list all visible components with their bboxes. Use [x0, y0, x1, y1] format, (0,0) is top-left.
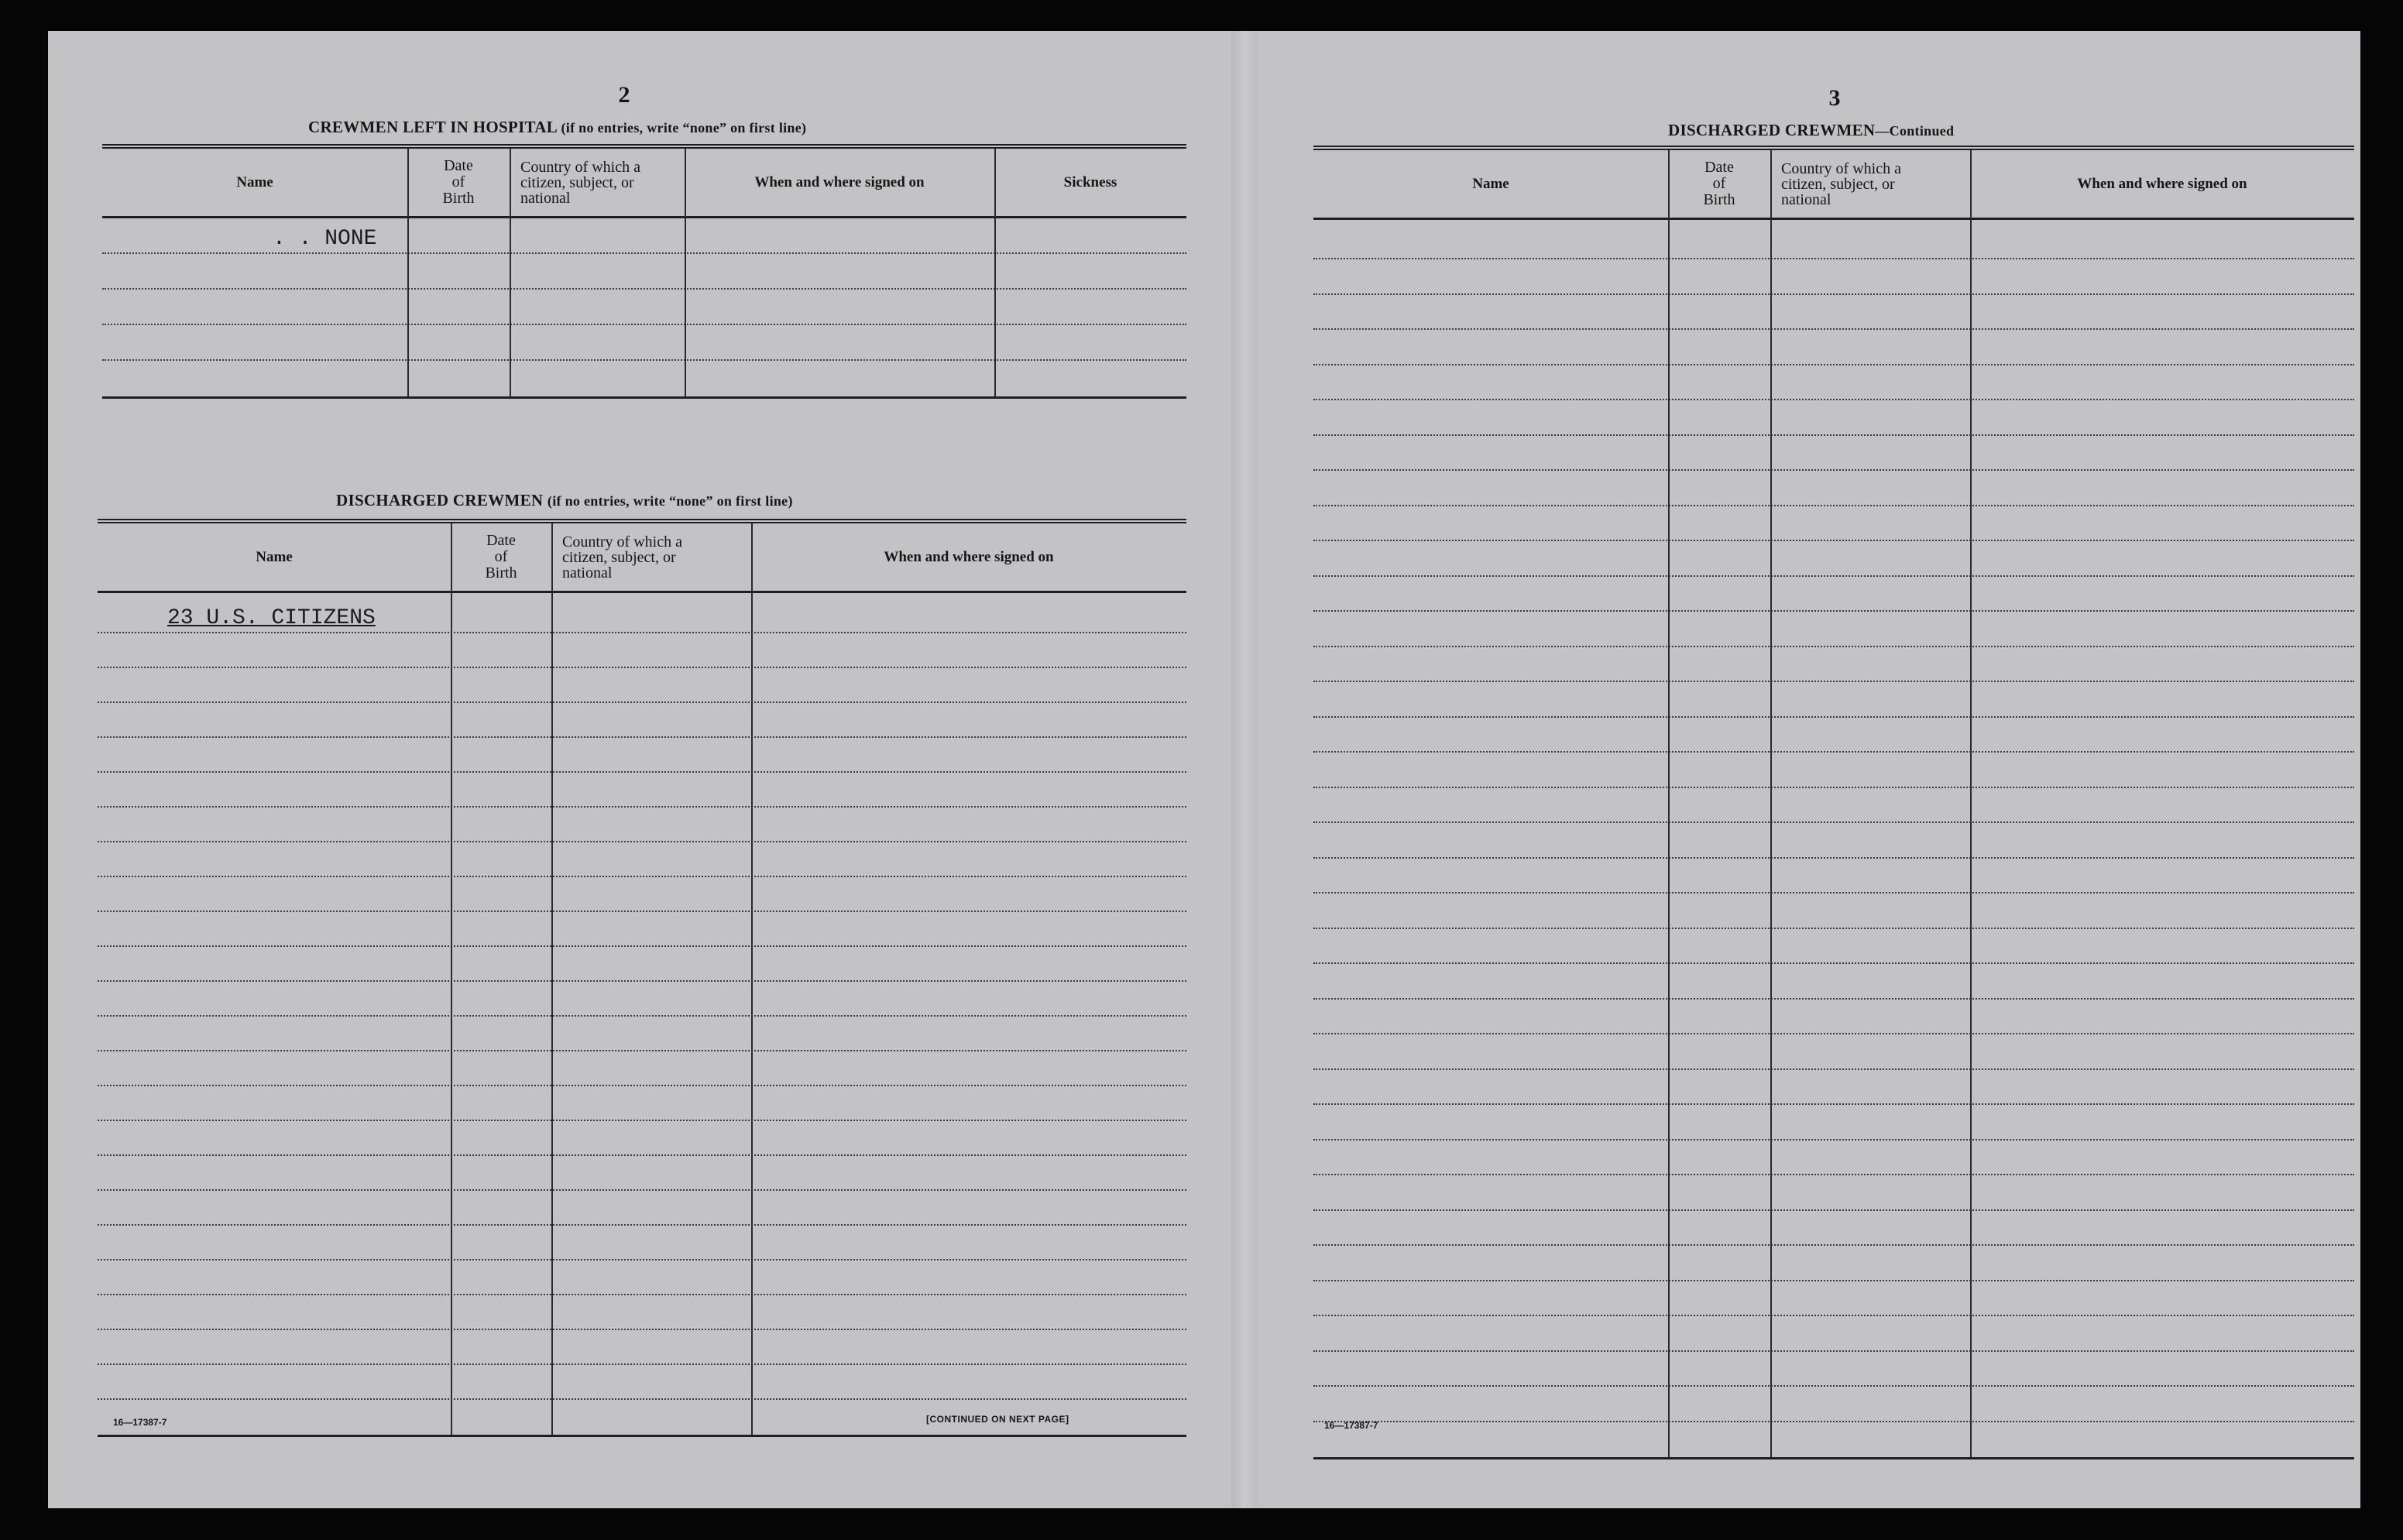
table-row: [98, 1330, 1186, 1365]
discharged-table-header: [98, 523, 1186, 593]
header-sickness: Sickness: [1063, 174, 1117, 190]
column-rule: [1668, 150, 1670, 1457]
column-rule: [1770, 150, 1772, 1457]
table-row: [1313, 753, 2354, 788]
table-row: [1313, 541, 2354, 577]
header-country-line: citizen, subject, or: [1781, 175, 1895, 193]
table-row: [102, 361, 1186, 396]
table-row: [98, 703, 1186, 738]
discharged-continued-table: [1313, 146, 2354, 1459]
discharged-continued-body: [1313, 220, 2354, 1457]
header-name: Name: [236, 174, 273, 190]
hospital-table: [102, 144, 1186, 399]
table-row: [1313, 1281, 2354, 1317]
table-row: [1313, 718, 2354, 753]
table-row: [98, 1051, 1186, 1086]
discharged-table: [98, 519, 1186, 1437]
discharged-section-title: [336, 491, 793, 510]
table-row: [98, 877, 1186, 912]
table-row: [1313, 259, 2354, 295]
header-dob-line: Date: [444, 157, 473, 174]
table-row: [98, 1260, 1186, 1295]
header-country-line: national: [562, 564, 613, 581]
table-row: [98, 738, 1186, 773]
table-row: [1313, 577, 2354, 612]
table-row: [98, 593, 1186, 633]
table-row: [98, 842, 1186, 877]
header-country-line: Country of which a: [562, 533, 682, 550]
header-dob-line: Birth: [1703, 191, 1735, 208]
column-rule: [510, 149, 511, 396]
table-row: [102, 254, 1186, 290]
table-row: [1313, 964, 2354, 1000]
table-row: [98, 1191, 1186, 1226]
table-row: [102, 290, 1186, 325]
table-row: [1313, 1422, 2354, 1458]
table-row: [1313, 859, 2354, 894]
header-dob-line: Date: [486, 532, 516, 549]
column-rule: [685, 149, 686, 396]
header-dob-line: of: [1712, 175, 1726, 192]
header-dob-line: Date: [1704, 159, 1734, 176]
header-dob-line: of: [494, 548, 508, 565]
table-row: [98, 947, 1186, 982]
table-row: [98, 1017, 1186, 1051]
table-row: [98, 1295, 1186, 1330]
hospital-note: (if no entries, write “none” on first line): [561, 120, 807, 135]
page-fold: [1231, 31, 1258, 1508]
table-row: [1313, 1105, 2354, 1140]
table-row: [98, 912, 1186, 947]
table-row: [102, 218, 1186, 254]
continued-suffix: —Continued: [1875, 123, 1955, 139]
hospital-section-title: [308, 118, 806, 137]
table-row: [1313, 1387, 2354, 1422]
table-row: [1313, 1070, 2354, 1106]
form-code: 16—17387-7: [1324, 1420, 1378, 1431]
table-row: [98, 1121, 1186, 1156]
header-date-of-birth: [407, 149, 510, 216]
column-rule: [1970, 150, 1972, 1457]
header-country: [1770, 150, 1970, 218]
header-when-where: When and where signed on: [754, 174, 925, 190]
hospital-title: CREWMEN LEFT IN HOSPITAL: [308, 118, 557, 136]
header-date-of-birth: [1668, 150, 1770, 218]
discharged-table-body: [98, 593, 1186, 1435]
table-row: [98, 808, 1186, 842]
table-row: [1313, 506, 2354, 542]
header-country-line: national: [1781, 190, 1831, 208]
table-row: [98, 1365, 1186, 1400]
header-country-line: citizen, subject, or: [562, 548, 676, 566]
table-row: [98, 1086, 1186, 1121]
header-name: Name: [256, 549, 293, 565]
table-row: [98, 633, 1186, 668]
discharged-continued-header: [1313, 150, 2354, 220]
table-row: [1313, 1034, 2354, 1070]
table-row: [1313, 647, 2354, 683]
page-number: 2: [618, 82, 630, 108]
header-when-where: When and where signed on: [884, 549, 1054, 565]
discharged-title: DISCHARGED CREWMEN: [336, 491, 544, 509]
table-row: [1313, 1352, 2354, 1387]
header-dob-line: Birth: [485, 564, 517, 581]
table-row: [1313, 295, 2354, 331]
table-row: [98, 773, 1186, 808]
hospital-entry: . . NONE: [273, 227, 377, 251]
table-row: [98, 1156, 1186, 1191]
hospital-table-header: [102, 149, 1186, 218]
header-country-line: citizen, subject, or: [520, 173, 634, 191]
table-row: [1313, 330, 2354, 365]
header-when-where: When and where signed on: [2077, 176, 2247, 192]
table-row: [1313, 682, 2354, 718]
table-row: [1313, 929, 2354, 965]
table-row: [1313, 612, 2354, 647]
header-dob-line: of: [451, 173, 465, 190]
column-rule: [451, 523, 452, 1435]
page-number: 3: [1828, 85, 1841, 111]
discharged-continued-title: [1668, 121, 1954, 140]
hospital-table-body: [102, 218, 1186, 396]
header-country: [510, 149, 685, 216]
table-row: [98, 982, 1186, 1017]
column-rule: [751, 523, 753, 1435]
column-rule: [551, 523, 553, 1435]
table-row: [1313, 788, 2354, 824]
table-row: [1313, 1140, 2354, 1176]
header-dob-line: Birth: [442, 190, 475, 207]
header-country-line: national: [520, 189, 571, 207]
header-date-of-birth: [451, 523, 551, 591]
form-code: 16—17387-7: [113, 1417, 167, 1428]
header-country: [551, 523, 751, 591]
table-row: [1313, 436, 2354, 472]
header-country-line: Country of which a: [1781, 159, 1901, 177]
table-row: [1313, 1000, 2354, 1035]
discharged-note: (if no entries, write “none” on first line): [547, 493, 793, 509]
discharged-title: DISCHARGED CREWMEN: [1668, 121, 1876, 139]
header-country-line: Country of which a: [520, 158, 640, 176]
table-row: [1313, 823, 2354, 859]
table-row: [1313, 400, 2354, 436]
column-rule: [407, 149, 409, 396]
table-row: [98, 1226, 1186, 1260]
table-row: [1313, 471, 2354, 506]
table-row: [98, 668, 1186, 703]
header-name: Name: [1472, 176, 1509, 192]
table-row: [1313, 893, 2354, 929]
table-row: [102, 325, 1186, 361]
document-sheet: [48, 31, 2360, 1508]
table-row: [1313, 1316, 2354, 1352]
table-row: [1313, 1246, 2354, 1281]
continued-note: [CONTINUED ON NEXT PAGE]: [926, 1414, 1069, 1425]
table-row: [1313, 220, 2354, 259]
column-rule: [994, 149, 996, 396]
table-row: [1313, 1211, 2354, 1247]
table-row: [1313, 1175, 2354, 1211]
discharged-entry: 23 U.S. CITIZENS: [167, 606, 376, 630]
table-row: [1313, 365, 2354, 401]
